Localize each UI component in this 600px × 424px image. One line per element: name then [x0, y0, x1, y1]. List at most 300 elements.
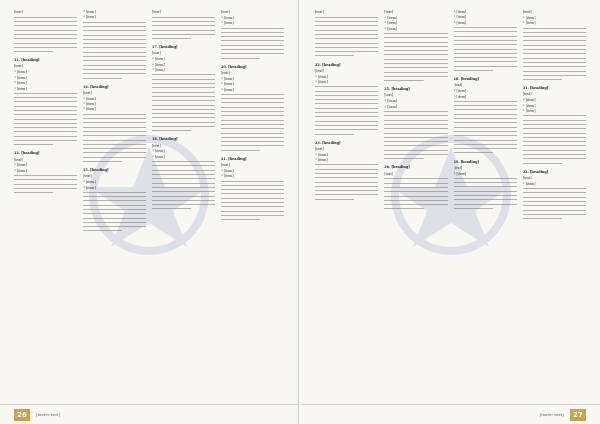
illegible-text-line	[152, 95, 215, 98]
illegible-text-line	[384, 71, 447, 74]
text-block	[523, 170, 586, 220]
illegible-text-line	[523, 136, 586, 139]
illegible-text-line	[83, 64, 146, 67]
illegible-text-line	[152, 129, 215, 132]
illegible-text-line	[454, 130, 517, 133]
section-intro: [text]	[522, 10, 532, 14]
right-page	[301, 0, 600, 424]
text-block	[83, 85, 146, 163]
illegible-text-line	[83, 212, 146, 215]
text-block	[221, 10, 284, 60]
illegible-text-line	[523, 217, 586, 220]
illegible-text-line	[384, 203, 447, 206]
illegible-text-line	[14, 187, 77, 190]
section-heading: 31. [heading]	[522, 86, 549, 91]
illegible-text-line	[523, 61, 586, 64]
illegible-text-line	[221, 35, 284, 38]
illegible-text-line	[221, 106, 284, 109]
section-heading: 28. [heading]	[453, 77, 480, 82]
illegible-text-line	[152, 25, 215, 28]
illegible-text-line	[83, 47, 146, 50]
text-block	[221, 157, 284, 221]
bullet-item: ✦ [item]	[152, 63, 215, 67]
illegible-text-line	[315, 124, 378, 127]
bullet-item: ✦ [item]	[454, 95, 517, 99]
illegible-text-line	[83, 68, 146, 71]
text-block	[315, 141, 378, 201]
text-block	[152, 137, 215, 210]
bullet-item: ✦ [item]	[14, 163, 77, 167]
illegible-text-line	[315, 168, 378, 171]
illegible-text-line	[384, 182, 447, 185]
illegible-text-line	[454, 69, 517, 72]
text-column	[152, 10, 215, 398]
text-block	[14, 58, 77, 146]
illegible-text-line	[83, 113, 146, 116]
illegible-text-line	[315, 90, 378, 93]
illegible-text-line	[14, 29, 77, 32]
illegible-text-line	[152, 104, 215, 107]
footer-text: [footer text]	[36, 412, 61, 417]
illegible-text-line	[523, 35, 586, 38]
illegible-text-line	[152, 165, 215, 168]
right-page-footer	[301, 404, 600, 424]
illegible-text-line	[221, 115, 284, 118]
illegible-text-line	[454, 31, 517, 34]
illegible-text-line	[14, 109, 77, 112]
section-intro: [text]	[384, 171, 393, 176]
section-intro: [text]	[14, 157, 23, 162]
illegible-text-line	[14, 131, 77, 134]
text-block	[454, 160, 517, 210]
bullet-item: ✦ [item]	[14, 87, 77, 91]
illegible-text-line	[523, 157, 586, 160]
illegible-text-line	[384, 177, 447, 180]
illegible-text-line	[523, 40, 586, 43]
page-number-badge: 26	[14, 409, 30, 421]
illegible-text-line	[384, 58, 447, 61]
illegible-text-line	[83, 59, 146, 62]
section-heading: 29. [heading]	[453, 159, 480, 164]
illegible-text-line	[152, 186, 215, 189]
text-block	[221, 65, 284, 152]
illegible-text-line	[384, 195, 447, 198]
illegible-text-line	[523, 162, 586, 165]
bullet-item: ✦ [item]	[221, 169, 284, 173]
bullet-item: ✦ [item]	[523, 104, 586, 108]
illegible-text-line	[454, 26, 517, 29]
illegible-text-line	[384, 123, 447, 126]
illegible-text-line	[384, 79, 447, 82]
illegible-text-line	[152, 173, 215, 176]
bullet-item: ✦ [item]	[14, 70, 77, 74]
section-heading: 11. [heading]	[14, 58, 40, 63]
illegible-text-line	[315, 133, 378, 136]
bullet-item: ✦ [item]	[454, 21, 517, 25]
illegible-text-line	[221, 53, 284, 56]
illegible-text-line	[384, 149, 447, 152]
illegible-text-line	[221, 97, 284, 100]
illegible-text-line	[221, 197, 284, 200]
illegible-text-line	[83, 29, 146, 32]
bullet-item: ✦ [item]	[315, 153, 378, 157]
text-block	[384, 165, 447, 210]
illegible-text-line	[14, 37, 77, 40]
illegible-text-line	[523, 119, 586, 122]
illegible-text-line	[454, 139, 517, 142]
section-intro: [text]	[453, 165, 463, 170]
illegible-text-line	[384, 115, 447, 118]
illegible-text-line	[14, 143, 77, 146]
section-intro: [text]	[152, 143, 161, 148]
illegible-text-line	[384, 32, 447, 35]
bullet-item: ✦ [item]	[454, 89, 517, 93]
illegible-text-line	[454, 190, 517, 193]
illegible-text-line	[83, 221, 146, 224]
illegible-text-line	[315, 33, 378, 36]
illegible-text-line	[454, 56, 517, 59]
bullet-item: ✦ [item]	[384, 16, 447, 20]
section-intro: [text]	[453, 83, 463, 88]
illegible-text-line	[221, 40, 284, 43]
illegible-text-line	[523, 140, 586, 143]
illegible-text-line	[384, 153, 447, 156]
bullet-item: ✦ [item]	[315, 80, 378, 84]
illegible-text-line	[221, 123, 284, 126]
bullet-item: ✦ [item]	[152, 68, 215, 72]
section-heading: 18. [heading]	[152, 137, 178, 142]
illegible-text-line	[83, 42, 146, 45]
bullet-item: ✦ [item]	[14, 76, 77, 80]
illegible-text-line	[315, 94, 378, 97]
illegible-text-line	[152, 190, 215, 193]
text-block	[83, 168, 146, 232]
text-column	[14, 10, 77, 398]
illegible-text-line	[152, 177, 215, 180]
illegible-text-line	[83, 204, 146, 207]
section-heading: 12. [heading]	[14, 151, 40, 156]
text-block	[454, 10, 517, 72]
section-intro: [text]	[221, 70, 230, 75]
illegible-text-line	[14, 33, 77, 36]
illegible-text-line	[384, 41, 447, 44]
illegible-text-line	[14, 105, 77, 108]
illegible-text-line	[83, 134, 146, 137]
bullet-item: ✦ [item]	[523, 182, 586, 186]
text-column	[384, 10, 447, 398]
bullet-item: ✦ [item]	[83, 186, 146, 190]
bullet-item: ✦ [item]	[221, 88, 284, 92]
illegible-text-line	[14, 92, 77, 95]
bullet-item: ✦ [item]	[221, 16, 284, 20]
illegible-text-line	[315, 107, 378, 110]
illegible-text-line	[14, 101, 77, 104]
bullet-item: ✦ [item]	[454, 15, 517, 19]
section-heading: 32. [heading]	[522, 169, 549, 174]
bullet-item: ✦ [item]	[523, 98, 586, 102]
text-block	[523, 86, 586, 164]
illegible-text-line	[152, 87, 215, 90]
illegible-text-line	[221, 48, 284, 51]
bullet-item: ✦ [item]	[523, 16, 586, 20]
illegible-text-line	[14, 20, 77, 23]
illegible-text-line	[221, 205, 284, 208]
illegible-text-line	[221, 210, 284, 213]
text-block	[14, 10, 77, 53]
illegible-text-line	[384, 36, 447, 39]
illegible-text-line	[384, 75, 447, 78]
illegible-text-line	[454, 109, 517, 112]
illegible-text-line	[83, 34, 146, 37]
text-block	[83, 10, 146, 80]
text-column	[221, 10, 284, 398]
illegible-text-line	[384, 127, 447, 130]
illegible-text-line	[384, 140, 447, 143]
left-page	[0, 0, 299, 424]
bullet-item: ✦ [item]	[83, 102, 146, 106]
illegible-text-line	[14, 46, 77, 49]
illegible-text-line	[315, 111, 378, 114]
illegible-text-line	[523, 74, 586, 77]
illegible-text-line	[523, 70, 586, 73]
illegible-text-line	[152, 160, 215, 163]
illegible-text-line	[523, 204, 586, 207]
illegible-text-line	[152, 108, 215, 111]
illegible-text-line	[315, 172, 378, 175]
illegible-text-line	[315, 115, 378, 118]
section-intro: [text]	[522, 175, 532, 180]
bullet-item: ✦ [item]	[152, 57, 215, 61]
illegible-text-line	[523, 187, 586, 190]
illegible-text-line	[454, 126, 517, 129]
illegible-text-line	[523, 115, 586, 118]
illegible-text-line	[14, 118, 77, 121]
bullet-item: ✦ [item]	[83, 97, 146, 101]
illegible-text-line	[83, 72, 146, 75]
illegible-text-line	[384, 62, 447, 65]
text-block	[152, 10, 215, 40]
bullet-item: ✦ [item]	[221, 82, 284, 86]
illegible-text-line	[152, 74, 215, 77]
illegible-text-line	[384, 45, 447, 48]
section-intro: [text]	[83, 90, 92, 95]
illegible-text-line	[315, 198, 378, 201]
illegible-text-line	[454, 134, 517, 137]
illegible-text-line	[384, 190, 447, 193]
section-heading: 23. [heading]	[315, 140, 341, 145]
bullet-item: ✦ [item]	[221, 21, 284, 25]
bullet-item: ✦ [item]	[152, 149, 215, 153]
illegible-text-line	[14, 25, 77, 28]
illegible-text-line	[152, 16, 215, 19]
illegible-text-line	[152, 82, 215, 85]
illegible-text-line	[454, 121, 517, 124]
illegible-text-line	[83, 126, 146, 129]
bullet-item: ✦ [item]	[221, 77, 284, 81]
illegible-text-line	[384, 157, 447, 160]
illegible-text-line	[523, 153, 586, 156]
illegible-text-line	[384, 49, 447, 52]
illegible-text-line	[14, 50, 77, 53]
illegible-text-line	[14, 135, 77, 138]
bullet-item: ✦ [item]	[315, 75, 378, 79]
illegible-text-line	[384, 132, 447, 135]
section-heading: 25. [heading]	[384, 87, 410, 92]
bullet-item: ✦ [item]	[384, 27, 447, 31]
bullet-item: ✦ [item]	[384, 21, 447, 25]
section-heading: 17. [heading]	[152, 45, 178, 50]
illegible-text-line	[454, 177, 517, 180]
illegible-text-line	[384, 67, 447, 70]
illegible-text-line	[152, 33, 215, 36]
illegible-text-line	[14, 42, 77, 45]
illegible-text-line	[83, 117, 146, 120]
illegible-text-line	[315, 50, 378, 53]
illegible-text-line	[454, 152, 517, 155]
illegible-text-line	[523, 48, 586, 51]
footer-text: [footer text]	[539, 412, 564, 417]
illegible-text-line	[315, 46, 378, 49]
illegible-text-line	[384, 199, 447, 202]
bullet-item: ✦ [item]	[83, 15, 146, 19]
illegible-text-line	[454, 117, 517, 120]
bullet-item: ✦ [item]	[523, 109, 586, 113]
section-intro: [text]	[152, 51, 161, 56]
illegible-text-line	[315, 20, 378, 23]
section-heading: 14. [heading]	[83, 84, 109, 89]
text-column	[523, 10, 586, 398]
text-block	[523, 10, 586, 81]
illegible-text-line	[454, 48, 517, 51]
illegible-text-line	[454, 186, 517, 189]
illegible-text-line	[221, 193, 284, 196]
section-intro: [text]	[221, 10, 230, 14]
illegible-text-line	[315, 55, 378, 58]
bullet-item: ✦ [item]	[384, 99, 447, 103]
illegible-text-line	[83, 160, 146, 163]
illegible-text-line	[221, 145, 284, 148]
illegible-text-line	[315, 176, 378, 179]
illegible-text-line	[152, 112, 215, 115]
illegible-text-line	[14, 122, 77, 125]
illegible-text-line	[83, 21, 146, 24]
illegible-text-line	[221, 57, 284, 60]
illegible-text-line	[454, 207, 517, 210]
illegible-text-line	[152, 99, 215, 102]
illegible-text-line	[152, 125, 215, 128]
illegible-text-line	[384, 145, 447, 148]
illegible-text-line	[221, 201, 284, 204]
text-block	[315, 63, 378, 136]
section-intro: [text]	[315, 68, 324, 73]
illegible-text-line	[315, 42, 378, 45]
illegible-text-line	[152, 169, 215, 172]
illegible-text-line	[454, 147, 517, 150]
section-intro: [text]	[152, 10, 161, 14]
bullet-item: ✦ [item]	[83, 107, 146, 111]
illegible-text-line	[83, 195, 146, 198]
illegible-text-line	[221, 119, 284, 122]
illegible-text-line	[315, 185, 378, 188]
illegible-text-line	[454, 143, 517, 146]
illegible-text-line	[523, 57, 586, 60]
illegible-text-line	[315, 181, 378, 184]
section-heading: 21. [heading]	[221, 156, 247, 161]
illegible-text-line	[454, 198, 517, 201]
illegible-text-line	[221, 188, 284, 191]
illegible-text-line	[221, 93, 284, 96]
illegible-text-line	[454, 39, 517, 42]
illegible-text-line	[454, 61, 517, 64]
bullet-item: ✦ [item]	[315, 158, 378, 162]
illegible-text-line	[14, 16, 77, 19]
text-block	[152, 45, 215, 132]
illegible-text-line	[221, 44, 284, 47]
illegible-text-line	[221, 136, 284, 139]
bullet-item: ✦ [item]	[384, 105, 447, 109]
illegible-text-line	[83, 200, 146, 203]
bullet-item: ✦ [item]	[221, 174, 284, 178]
illegible-text-line	[152, 78, 215, 81]
illegible-text-line	[14, 126, 77, 129]
section-heading: 22. [heading]	[315, 62, 341, 67]
illegible-text-line	[83, 139, 146, 142]
illegible-text-line	[221, 218, 284, 221]
illegible-text-line	[152, 208, 215, 211]
illegible-text-line	[454, 194, 517, 197]
illegible-text-line	[221, 132, 284, 135]
illegible-text-line	[83, 130, 146, 133]
text-column	[315, 10, 378, 398]
illegible-text-line	[83, 208, 146, 211]
illegible-text-line	[83, 217, 146, 220]
section-intro: [text]	[83, 174, 92, 179]
illegible-text-line	[221, 214, 284, 217]
illegible-text-line	[83, 225, 146, 228]
text-block	[315, 10, 378, 58]
bullet-item: ✦ [item]	[83, 10, 146, 14]
section-heading: 26. [heading]	[384, 165, 410, 170]
illegible-text-line	[523, 213, 586, 216]
illegible-text-line	[221, 27, 284, 30]
illegible-text-line	[83, 152, 146, 155]
section-intro: [text]	[522, 92, 532, 97]
illegible-text-line	[454, 35, 517, 38]
section-intro: [text]	[14, 10, 23, 14]
illegible-text-line	[315, 128, 378, 131]
illegible-text-line	[152, 195, 215, 198]
bullet-item: ✦ [item]	[14, 81, 77, 85]
illegible-text-line	[315, 120, 378, 123]
illegible-text-line	[384, 136, 447, 139]
illegible-text-line	[152, 182, 215, 185]
illegible-text-line	[523, 31, 586, 34]
illegible-text-line	[152, 20, 215, 23]
illegible-text-line	[315, 25, 378, 28]
bullet-item: ✦ [item]	[83, 180, 146, 184]
section-intro: [text]	[315, 10, 324, 14]
illegible-text-line	[83, 51, 146, 54]
illegible-text-line	[384, 208, 447, 211]
illegible-text-line	[221, 31, 284, 34]
section-intro: [text]	[14, 64, 23, 69]
illegible-text-line	[315, 98, 378, 101]
bullet-item: ✦ [item]	[454, 172, 517, 176]
illegible-text-line	[384, 110, 447, 113]
illegible-text-line	[83, 38, 146, 41]
text-block	[14, 151, 77, 194]
illegible-text-line	[315, 85, 378, 88]
